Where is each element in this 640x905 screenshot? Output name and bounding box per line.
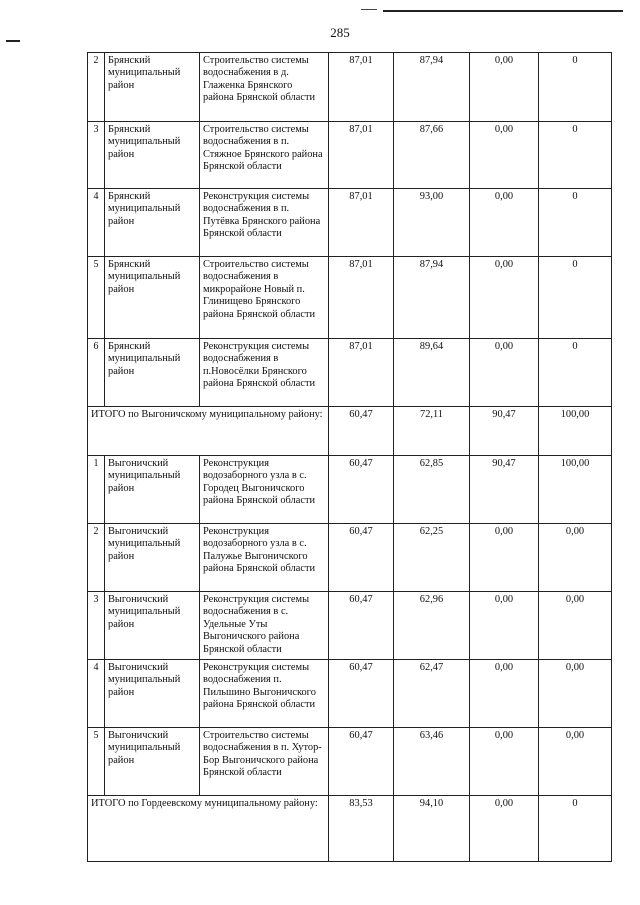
- value-cell-3: 90,47: [470, 407, 539, 456]
- value-cell-4: 0,00: [539, 592, 612, 660]
- district-cell: Брянский муниципальный район: [105, 339, 200, 407]
- total-row: [88, 407, 612, 456]
- value-cell-3: 0,00: [470, 796, 539, 862]
- value-cell-4: 0: [539, 796, 612, 862]
- value-cell-3: 0,00: [470, 339, 539, 407]
- value-cell-1: 87,01: [329, 257, 394, 339]
- row-number: 2: [88, 53, 105, 122]
- value-cell-1: 87,01: [329, 122, 394, 189]
- total-row: [88, 796, 612, 862]
- work-description-cell: Строительство системы водоснабжения в п. Хутор-Бор Выгоничского района Брянской области: [200, 728, 329, 796]
- value-cell-4: 0: [539, 339, 612, 407]
- table-row: [88, 728, 612, 796]
- work-description-cell: Строительство системы водоснабжения в п. Стяжное Брянского района Брянской области: [200, 122, 329, 189]
- value-cell-2: 72,11: [394, 407, 470, 456]
- value-cell-3: 0,00: [470, 189, 539, 257]
- district-cell: Брянский муниципальный район: [105, 122, 200, 189]
- value-cell-4: 0: [539, 53, 612, 122]
- work-description-cell: Реконструкция системы водоснабжения в с. Удельные Уты Выгоничского района Брянской области: [200, 592, 329, 660]
- value-cell-1: 87,01: [329, 339, 394, 407]
- value-cell-1: 60,47: [329, 407, 394, 456]
- table-row: [88, 189, 612, 257]
- value-cell-1: 60,47: [329, 524, 394, 592]
- district-cell: Выгоничский муниципальный район: [105, 592, 200, 660]
- value-cell-1: 83,53: [329, 796, 394, 862]
- value-cell-1: 60,47: [329, 456, 394, 524]
- value-cell-3: 0,00: [470, 53, 539, 122]
- district-cell: Брянский муниципальный район: [105, 189, 200, 257]
- table-row: [88, 122, 612, 189]
- total-label-cell: ИТОГО по Выгоничскому муниципальному району:: [88, 407, 329, 456]
- funding-table: [87, 52, 612, 862]
- work-description-cell: Реконструкция водозаборного узла в с. Городец Выгоничского района Брянской области: [200, 456, 329, 524]
- district-cell: Брянский муниципальный район: [105, 257, 200, 339]
- table-row: [88, 257, 612, 339]
- value-cell-1: 60,47: [329, 592, 394, 660]
- district-cell: Выгоничский муниципальный район: [105, 660, 200, 728]
- value-cell-2: 63,46: [394, 728, 470, 796]
- value-cell-3: 0,00: [470, 257, 539, 339]
- table-row: [88, 524, 612, 592]
- value-cell-2: 87,94: [394, 53, 470, 122]
- table-row: [88, 660, 612, 728]
- value-cell-2: 62,25: [394, 524, 470, 592]
- district-cell: Выгоничский муниципальный район: [105, 524, 200, 592]
- value-cell-1: 60,47: [329, 660, 394, 728]
- value-cell-2: 62,96: [394, 592, 470, 660]
- value-cell-2: 94,10: [394, 796, 470, 862]
- value-cell-4: 0,00: [539, 660, 612, 728]
- row-number: 4: [88, 189, 105, 257]
- value-cell-1: 60,47: [329, 728, 394, 796]
- work-description-cell: Строительство системы водоснабжения в д. Глаженка Брянского района Брянской области: [200, 53, 329, 122]
- value-cell-2: 62,47: [394, 660, 470, 728]
- row-number: 3: [88, 122, 105, 189]
- value-cell-3: 0,00: [470, 728, 539, 796]
- district-cell: Брянский муниципальный район: [105, 53, 200, 122]
- value-cell-3: 0,00: [470, 122, 539, 189]
- row-number: 2: [88, 524, 105, 592]
- value-cell-4: 0,00: [539, 728, 612, 796]
- district-cell: Выгоничский муниципальный район: [105, 728, 200, 796]
- work-description-cell: Реконструкция системы водоснабжения в п.Новосёлки Брянского района Брянской области: [200, 339, 329, 407]
- value-cell-4: 100,00: [539, 456, 612, 524]
- value-cell-3: 0,00: [470, 524, 539, 592]
- value-cell-2: 87,66: [394, 122, 470, 189]
- value-cell-4: 100,00: [539, 407, 612, 456]
- table-row: [88, 339, 612, 407]
- work-description-cell: Реконструкция водозаборного узла в с. Палужье Выгоничского района Брянской области: [200, 524, 329, 592]
- work-description-cell: Строительство системы водоснабжения в микрорайоне Новый п. Глинищево Брянского района Брянской области: [200, 257, 329, 339]
- work-description-cell: Реконструкция системы водоснабжения п. Пильшино Выгоничского района Брянской области: [200, 660, 329, 728]
- table-row: [88, 456, 612, 524]
- value-cell-2: 89,64: [394, 339, 470, 407]
- value-cell-1: 87,01: [329, 53, 394, 122]
- value-cell-3: 0,00: [470, 660, 539, 728]
- scan-header-mark: [361, 9, 377, 10]
- value-cell-3: 90,47: [470, 456, 539, 524]
- value-cell-4: 0: [539, 122, 612, 189]
- row-number: 5: [88, 257, 105, 339]
- value-cell-2: 87,94: [394, 257, 470, 339]
- row-number: 6: [88, 339, 105, 407]
- district-cell: Выгоничский муниципальный район: [105, 456, 200, 524]
- row-number: 5: [88, 728, 105, 796]
- value-cell-4: 0: [539, 257, 612, 339]
- value-cell-1: 87,01: [329, 189, 394, 257]
- value-cell-3: 0,00: [470, 592, 539, 660]
- page-number: 285: [330, 25, 350, 40]
- row-number: 3: [88, 592, 105, 660]
- row-number: 4: [88, 660, 105, 728]
- work-description-cell: Реконструкция системы водоснабжения в п. Путёвка Брянского района Брянской области: [200, 189, 329, 257]
- value-cell-4: 0,00: [539, 524, 612, 592]
- row-number: 1: [88, 456, 105, 524]
- table-row: [88, 592, 612, 660]
- value-cell-4: 0: [539, 189, 612, 257]
- value-cell-2: 62,85: [394, 456, 470, 524]
- header-rule: [383, 10, 623, 12]
- table-row: [88, 53, 612, 122]
- total-label-cell: ИТОГО по Гордеевскому муниципальному району:: [88, 796, 329, 862]
- value-cell-2: 93,00: [394, 189, 470, 257]
